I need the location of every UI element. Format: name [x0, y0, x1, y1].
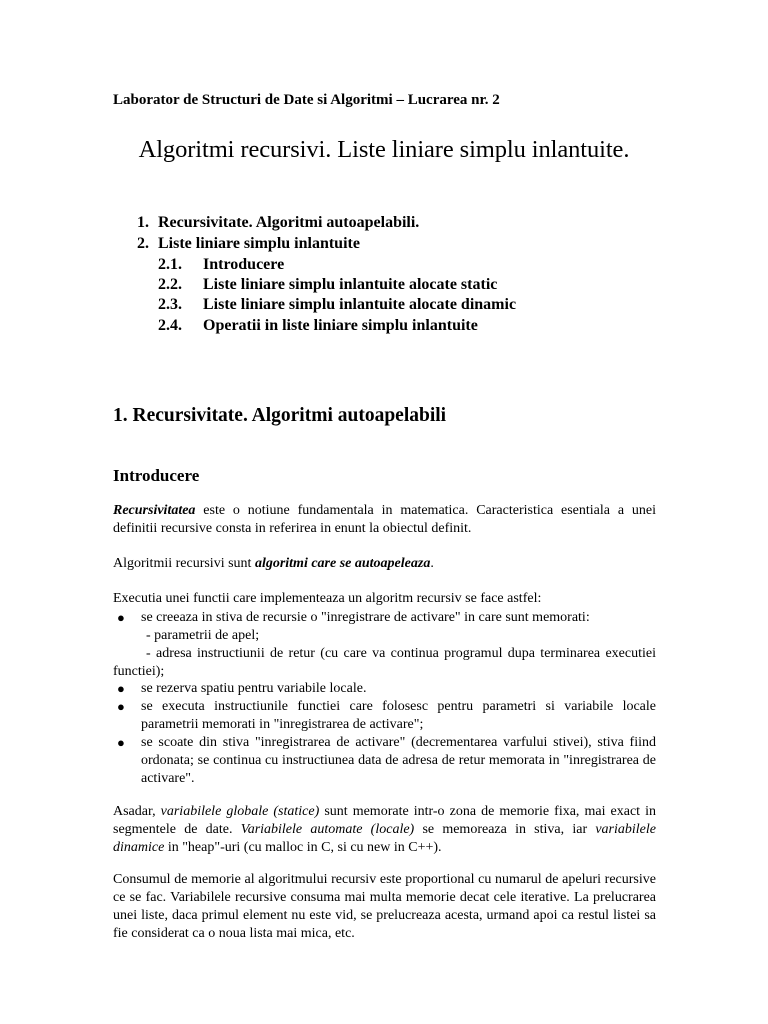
term-recursivitatea: Recursivitatea — [113, 503, 196, 518]
italic-term: Variabilele automate (locale) — [240, 822, 415, 837]
toc-item-text: Liste liniare simplu inlantuite alocate dinamic — [203, 296, 517, 313]
toc-item-number: 2.1. — [158, 256, 182, 273]
paragraph-execution-intro: Executia unei functii care implementeaza un algoritm recursiv se face astfel: — [113, 591, 542, 606]
bullet-subitem: - parametrii de apel; — [146, 628, 260, 643]
toc-item-number: 2.4. — [158, 317, 182, 334]
bullet-text: se creeaza in stiva de recursie o "inregistrare de activare" in care sunt memorati: — [141, 610, 590, 625]
toc-item-text: Recursivitate. Algoritmi autoapelabili. — [158, 214, 420, 231]
toc-item-number: 2.3. — [158, 296, 182, 313]
document-title: Algoritmi recursivi. Liste liniare simplu inlantuite. — [138, 136, 630, 163]
toc-item-text: Liste liniare simplu inlantuite alocate static — [203, 276, 498, 293]
paragraph-text: . — [430, 556, 434, 571]
toc-item-text: Liste liniare simplu inlantuite — [158, 235, 360, 252]
toc-item-number: 2. — [137, 235, 149, 252]
italic-term: variabilele globale (statice) — [160, 804, 320, 819]
bullet-icon: ● — [117, 610, 125, 625]
toc-item-number: 1. — [137, 214, 149, 231]
bullet-icon: ● — [117, 681, 125, 696]
bullet-subitem: - adresa instructiunii de retur (cu care va continua programul dupa terminarea executiei functiei); — [113, 646, 656, 679]
bullet-icon: ● — [117, 699, 125, 714]
toc-item-text: Introducere — [203, 256, 285, 273]
subsection-heading: Introducere — [113, 466, 200, 485]
paragraph-text: Asadar, — [113, 804, 161, 819]
document-header: Laborator de Structuri de Date si Algoritmi – Lucrarea nr. 2 — [113, 92, 500, 108]
paragraph-text: in "heap"-uri (cu malloc in C, si cu new in C++). — [164, 840, 442, 855]
bullet-icon: ● — [117, 735, 125, 750]
paragraph-text: este o notiune fundamentala in matematica. Caracteristica esentiala a unei definitii recursive consta in referirea in enunt la obiectul definit. — [113, 503, 656, 536]
paragraph-recursivity — [113, 502, 656, 538]
paragraph-recursive-algorithms — [113, 555, 656, 573]
paragraph-memory-consumption: Consumul de memorie al algoritmului recursiv este proportional cu numarul de apeluri recursive ce se fac. Variabilele recursive consuma mai multa memorie decat cele iterative. La prelucrarea unei liste, daca primul element nu este vid, se prelucreaza acesta, urmand apoi ca restul listei sa fie considerat ca o noua lista mai mica, etc. — [113, 872, 656, 941]
emphasis-text: algoritmi care se autoapeleaza — [254, 556, 431, 571]
italic-term: variabilele dinamice — [113, 822, 656, 855]
bullet-text: se scoate din stiva "inregistrarea de activare" (decrementarea varfului stivei), stiva fiind ordonata; se continua cu instructiunea data de adresa de retur memorata in "inregistrarea de activare". — [141, 735, 656, 786]
toc-item-text: Operatii in liste liniare simplu inlantuite — [203, 317, 478, 334]
bullet-text: se rezerva spatiu pentru variabile locale. — [141, 681, 367, 696]
paragraph-variables — [113, 803, 656, 857]
bullet-text: se executa instructiunile functiei care folosesc pentru parametri si variabile locale parametrii memorati in "inregistrarea de activare"; — [141, 699, 656, 732]
paragraph-text: se memoreaza in stiva, iar — [414, 822, 596, 837]
section-heading: 1. Recursivitate. Algoritmi autoapelabili — [113, 405, 447, 426]
paragraph-text: Algoritmii recursivi sunt — [113, 556, 255, 571]
paragraph-text: sunt memorate intr-o zona de memorie fixa, mai exact in segmentele de date. — [113, 804, 656, 837]
toc-item-number: 2.2. — [158, 276, 182, 293]
